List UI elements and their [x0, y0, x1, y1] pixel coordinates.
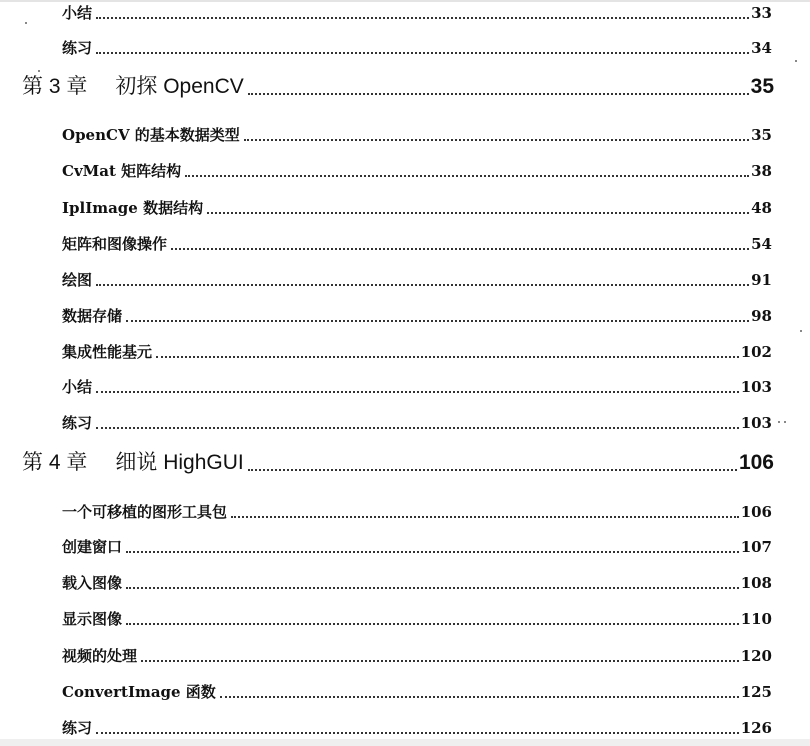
scan-speck — [800, 330, 802, 332]
leader-dots — [244, 139, 749, 141]
scan-speck — [795, 60, 797, 62]
toc-entry[interactable] — [62, 232, 772, 256]
scan-speck — [784, 421, 786, 423]
leader-dots — [248, 469, 737, 471]
entry-title: 矩阵和图像操作 — [62, 235, 168, 253]
entry-page: 103 — [740, 378, 772, 396]
leader-dots — [126, 623, 739, 625]
leader-dots — [220, 696, 739, 698]
entry-title: 练习 — [62, 39, 93, 57]
leader-dots — [231, 516, 739, 518]
toc-entry[interactable] — [62, 304, 772, 328]
leader-dots — [96, 732, 739, 734]
entry-title: 视频的处理 — [62, 647, 138, 665]
entry-page: 48 — [751, 199, 772, 217]
leader-dots — [141, 660, 739, 662]
chapter-3-heading[interactable] — [22, 72, 774, 102]
chapter-number: 第 3 章 — [22, 75, 88, 98]
scan-speck — [38, 70, 40, 72]
toc-entry[interactable] — [62, 159, 772, 183]
scan-speck — [778, 421, 780, 423]
entry-title: CvMat 矩阵结构 — [62, 162, 182, 180]
entry-title: 显示图像 — [62, 610, 123, 628]
entry-title: 绘图 — [62, 271, 93, 289]
entry-page: 108 — [740, 574, 772, 592]
entry-page: 54 — [751, 235, 772, 253]
entry-title: 练习 — [62, 719, 93, 737]
entry-title: 练习 — [62, 414, 93, 432]
entry-page: 38 — [751, 162, 772, 180]
entry-title: 载入图像 — [62, 574, 123, 592]
toc-entry[interactable] — [62, 571, 772, 595]
leader-dots — [126, 551, 739, 553]
entry-page: 35 — [751, 126, 772, 144]
toc-entry[interactable] — [62, 1, 772, 25]
chapter-page: 35 — [750, 75, 774, 98]
entry-title: 创建窗口 — [62, 538, 123, 556]
toc-entry[interactable] — [62, 607, 772, 631]
chapter-title: 初探 OpenCV — [115, 75, 244, 98]
chapter-number: 第 4 章 — [22, 451, 88, 474]
toc-entry[interactable] — [62, 375, 772, 399]
chapter-4-heading[interactable] — [22, 448, 774, 478]
toc-entry[interactable] — [62, 500, 772, 524]
entry-page: 125 — [740, 683, 772, 701]
leader-dots — [126, 587, 739, 589]
leader-dots — [96, 52, 749, 54]
entry-page: 106 — [740, 503, 772, 521]
entry-title: OpenCV 的基本数据类型 — [62, 126, 240, 144]
entry-title: 小结 — [62, 378, 93, 396]
leader-dots — [96, 17, 749, 19]
entry-page: 34 — [751, 39, 772, 57]
toc-entry[interactable] — [62, 268, 772, 292]
toc-entry[interactable] — [62, 716, 772, 740]
entry-page: 110 — [740, 610, 772, 628]
entry-page: 103 — [740, 414, 772, 432]
leader-dots — [248, 93, 749, 95]
leader-dots — [96, 427, 739, 429]
entry-title: 集成性能基元 — [62, 343, 153, 361]
page-bottom-edge — [0, 739, 810, 746]
entry-page: 102 — [740, 343, 772, 361]
chapter-page: 106 — [738, 451, 774, 474]
toc-entry[interactable] — [62, 340, 772, 364]
toc-entry[interactable] — [62, 36, 772, 60]
entry-title: 小结 — [62, 4, 93, 22]
leader-dots — [171, 248, 749, 250]
leader-dots — [207, 212, 749, 214]
entry-page: 120 — [740, 647, 772, 665]
toc-entry[interactable] — [62, 680, 772, 704]
scan-speck — [25, 22, 27, 24]
chapter-title: 细说 HighGUI — [115, 451, 244, 474]
toc-entry[interactable] — [62, 411, 772, 435]
toc-entry[interactable] — [62, 123, 772, 147]
entry-page: 98 — [751, 307, 772, 325]
leader-dots — [126, 320, 749, 322]
leader-dots — [156, 356, 739, 358]
entry-page: 33 — [751, 4, 772, 22]
entry-title: ConvertImage 函数 — [62, 683, 216, 701]
toc-entry[interactable] — [62, 644, 772, 668]
leader-dots — [96, 391, 739, 393]
entry-page: 107 — [740, 538, 772, 556]
toc-entry[interactable] — [62, 535, 772, 559]
entry-page: 91 — [751, 271, 772, 289]
entry-title: 数据存储 — [62, 307, 123, 325]
entry-page: 126 — [740, 719, 772, 737]
leader-dots — [96, 284, 749, 286]
entry-title: IplImage 数据结构 — [62, 199, 204, 217]
entry-title: 一个可移植的图形工具包 — [62, 503, 228, 521]
leader-dots — [185, 175, 749, 177]
toc-entry[interactable] — [62, 196, 772, 220]
